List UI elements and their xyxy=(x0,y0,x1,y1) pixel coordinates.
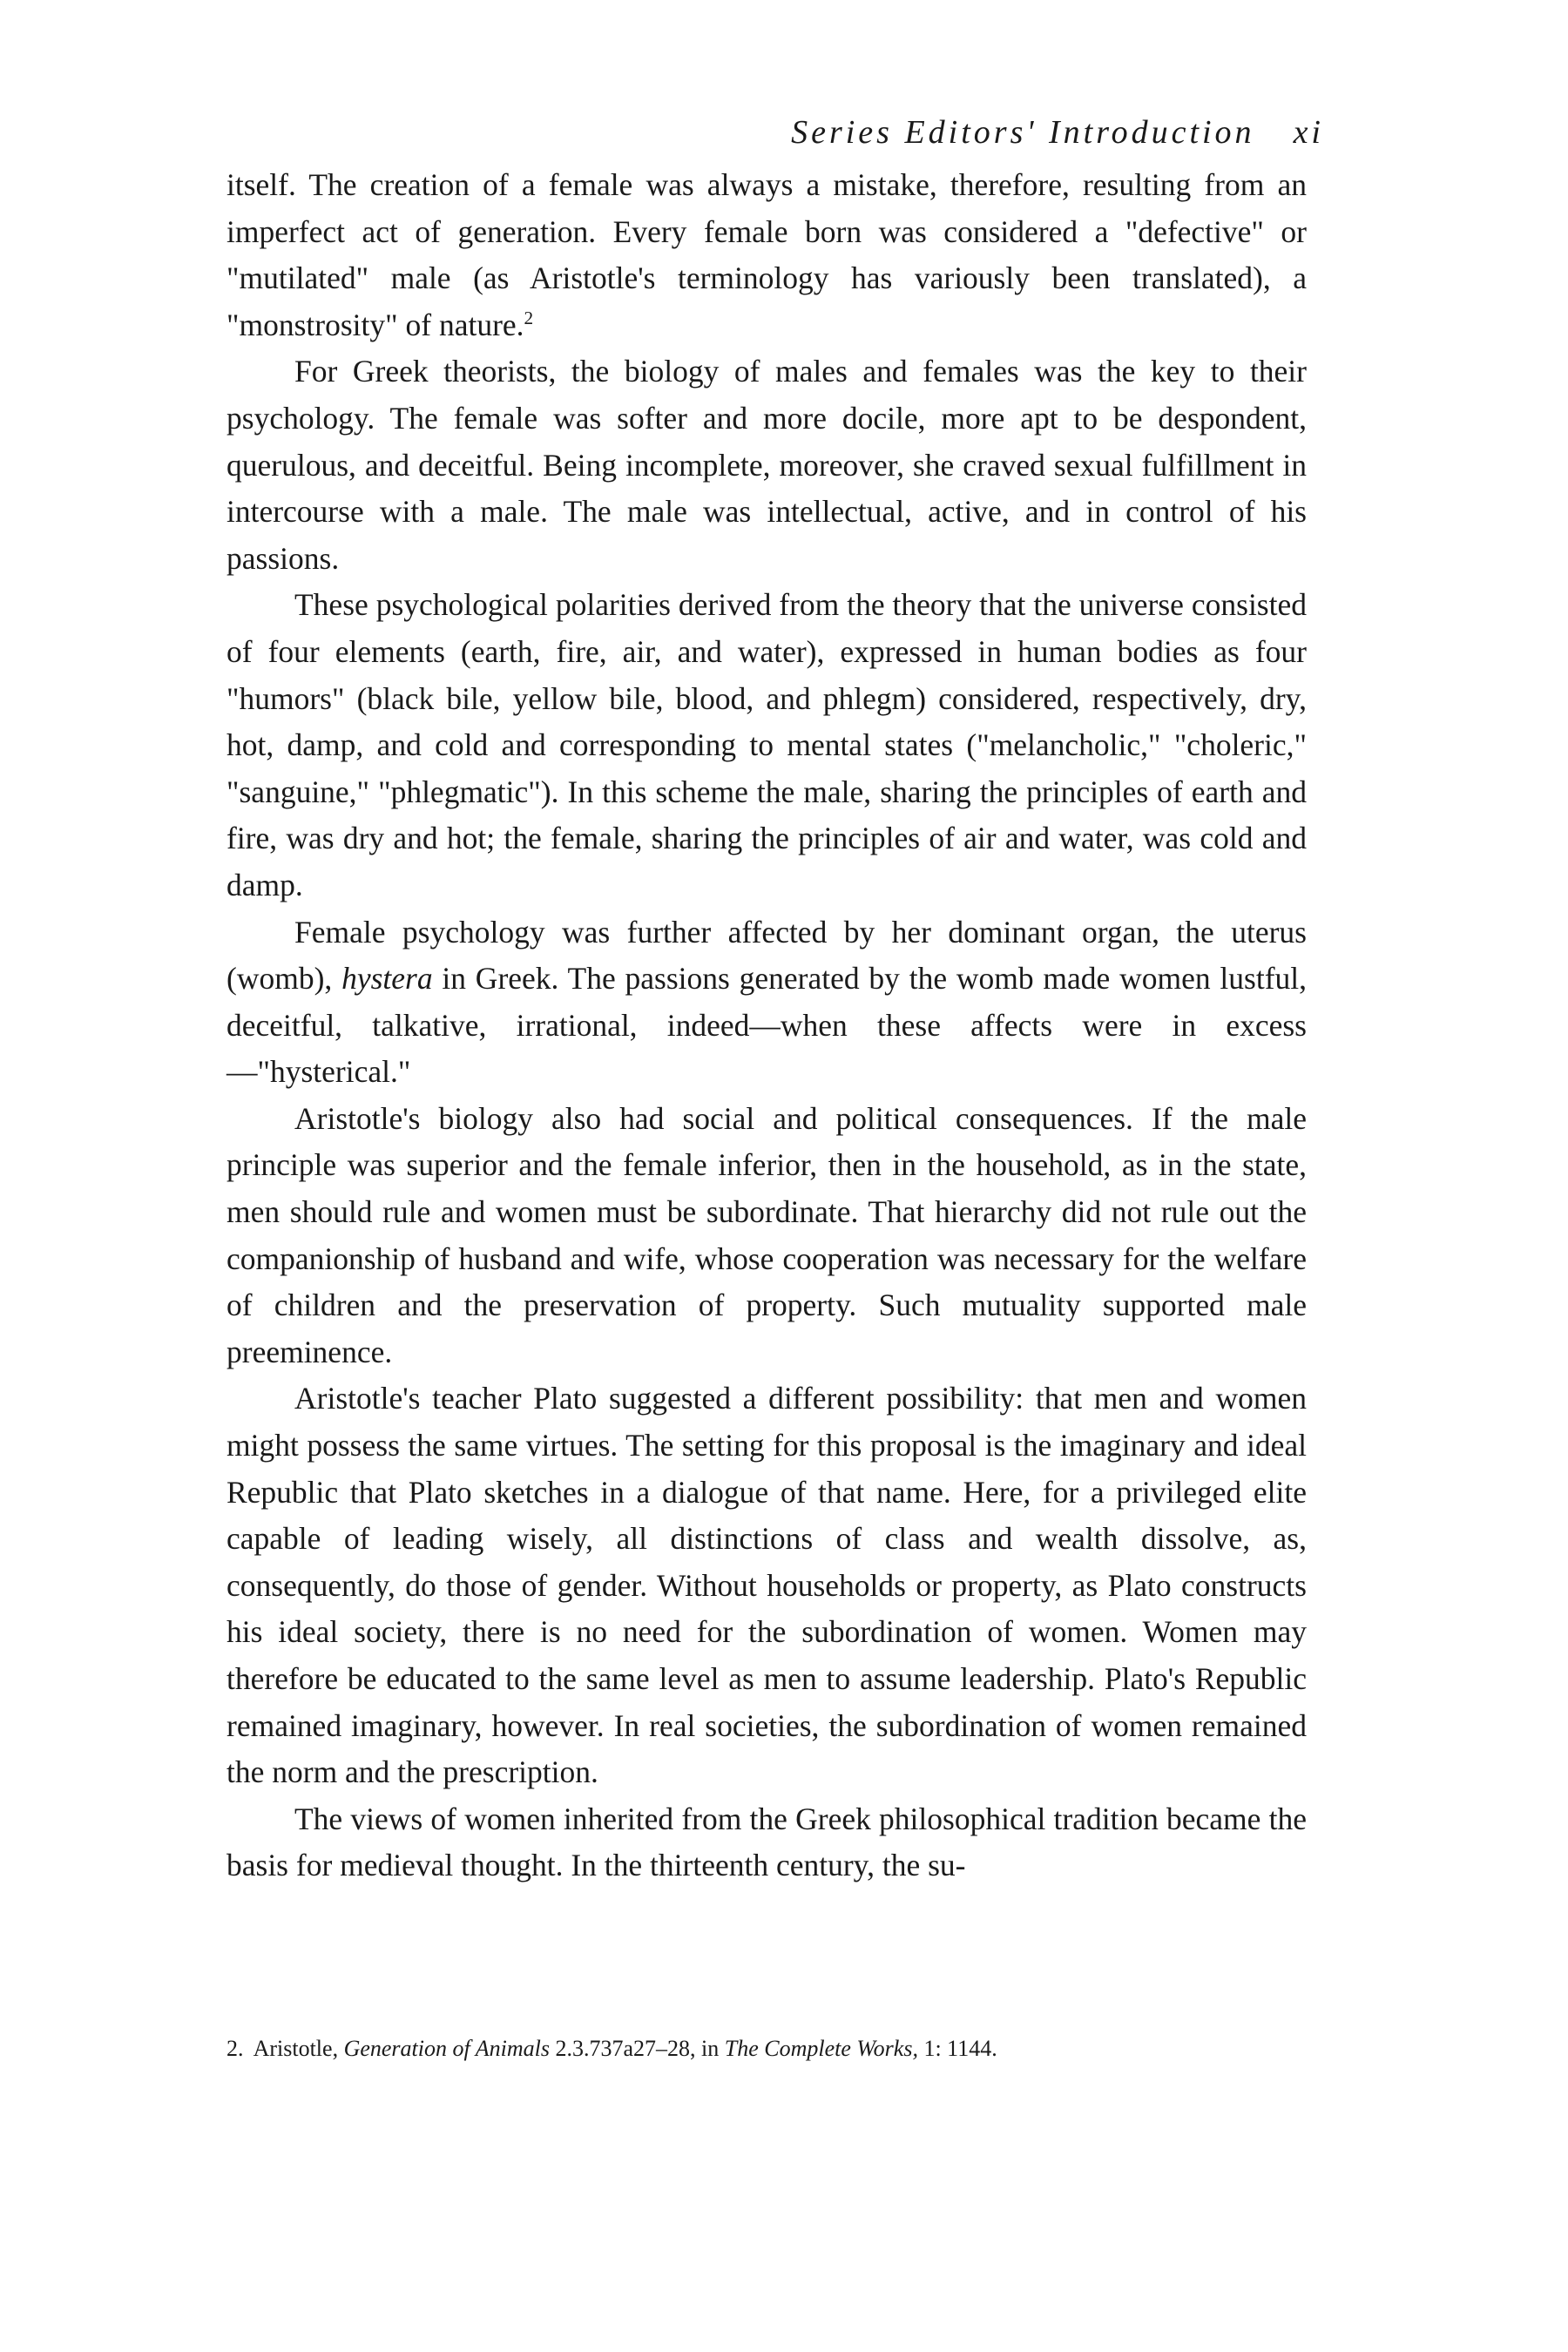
footnote-work-title: Generation of Animals xyxy=(343,2036,550,2061)
footnote-reference-text: 2.3.737a27–28, in xyxy=(555,2036,720,2061)
paragraph-5: Aristotle's biology also had social and political consequences. If the male principle was superior and the female inferior, then in the household, as in the state, men should rule and women must be subordinate. That hierarchy did not rule out the companionship of husband and wife, whose cooperation was necessary for the welfare of children and the preservation of property. Such mutuality supported male preeminence. xyxy=(226,1100,1307,1369)
footnote-collection-title: The Complete Works, xyxy=(724,2036,918,2061)
paragraph-text: in Greek. The passions generated by the womb made women lustful, deceitful, talkative, irrational, indeed—when these affects were in excess—"hysterical." xyxy=(226,961,1307,1090)
paragraph-7: The views of women inherited from the Greek philosophical tradition became the basis for medieval thought. In the thirteenth century, the su- xyxy=(226,1801,1307,1883)
footnote-reference: 2 xyxy=(524,307,534,328)
footnote-author: Aristotle, xyxy=(253,2036,339,2061)
page xyxy=(226,113,1324,1889)
footnote-number: 2. xyxy=(226,2036,244,2061)
paragraph-4 xyxy=(226,909,1307,1096)
paragraph-6: Aristotle's teacher Plato suggested a different possibility: that men and women might possess the same virtues. The setting for this proposal is the imaginary and ideal Republic that Plato sketches in a dialogue of that name. Here, for a privileged elite capable of leading wisely, all distinctions of class and wealth dissolve, as, consequently, do those of gender. Without households or property, as Plato constructs his ideal society, there is no need for the subordination of women. Women may therefore be educated to the same level as men to assume leadership. Plato's Republic remained imaginary, however. In real societies, the subordination of women remained the norm and the prescription. xyxy=(226,1381,1307,1790)
running-title: Series Editors' Introduction xyxy=(791,114,1255,151)
paragraph-text: itself. The creation of a female was always a mistake, therefore, resulting from an imperfect act of generation. Every female born was considered a "defective" or "mutilated" male (as Aristotle's terminology has variously been translated), a "monstrosity" of nature. xyxy=(226,167,1307,342)
running-head xyxy=(226,113,1324,152)
body-text xyxy=(226,162,1307,1889)
footnote-page-ref: 1: 1144. xyxy=(923,2036,997,2061)
paragraph-3: These psychological polarities derived from the theory that the universe consisted of four elements (earth, fire, air, and water), expressed in human bodies as four "humors" (black bile, yellow bile, blood, and phlegm) considered, respectively, dry, hot, damp, and cold and corresponding to mental states ("melancholic," "choleric," "sanguine," "phlegmatic"). In this scheme the male, sharing the principles of earth and fire, was dry and hot; the female, sharing the principles of air and water, was cold and damp. xyxy=(226,587,1307,902)
footnote xyxy=(226,2033,1307,2065)
paragraph-2: For Greek theorists, the biology of males and females was the key to their psychology. The female was softer and more docile, more apt to be despondent, querulous, and deceitful. Being incomplete, moreover, she craved sexual fulfillment in intercourse with a male. The male was intellectual, active, and in control of his passions. xyxy=(226,354,1307,576)
page-number: xi xyxy=(1293,114,1324,151)
paragraph-text: Female psychology was further affected by her dominant organ, the uterus (womb), xyxy=(226,914,1307,997)
paragraph-1 xyxy=(226,162,1307,348)
italic-term: hystera xyxy=(341,961,433,997)
